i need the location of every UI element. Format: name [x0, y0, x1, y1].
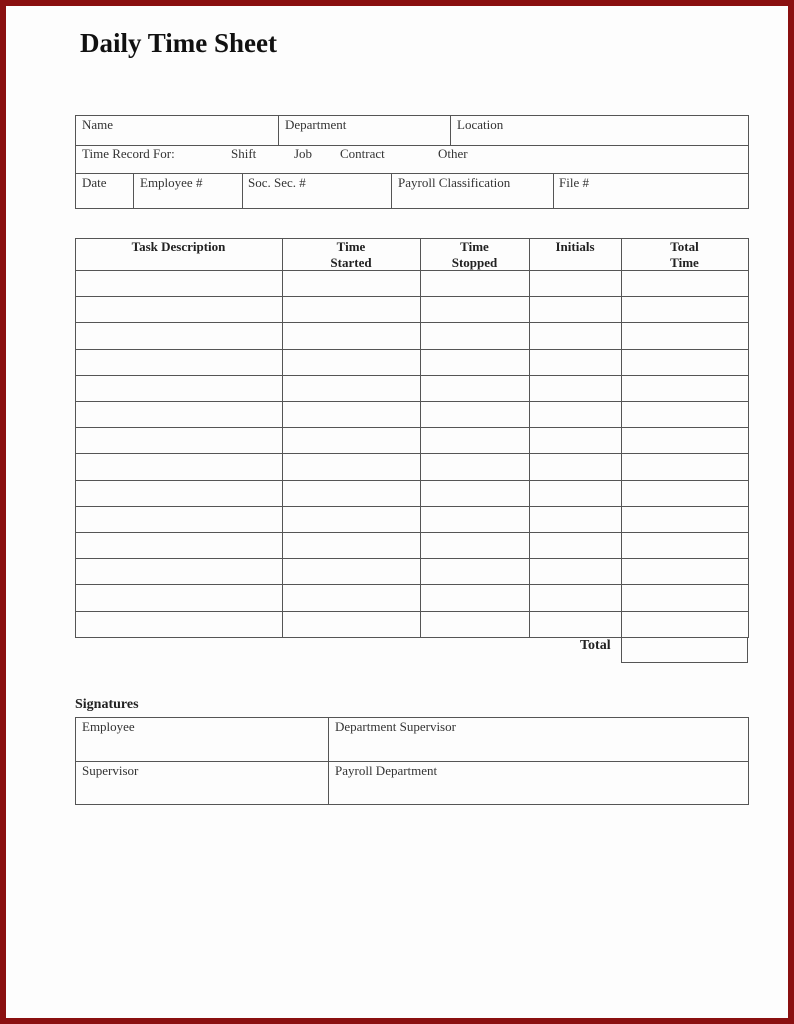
contract-option[interactable]: Contract	[340, 146, 385, 161]
task-cell[interactable]	[529, 322, 621, 348]
signatures-heading: Signatures	[75, 697, 139, 712]
column-header	[420, 239, 529, 271]
divider	[75, 506, 749, 507]
task-cell[interactable]	[282, 480, 420, 506]
divider	[748, 115, 749, 209]
task-cell[interactable]	[75, 296, 282, 322]
divider	[75, 717, 76, 805]
column-header-line: Total	[670, 239, 699, 254]
task-cell[interactable]	[75, 270, 282, 296]
divider	[75, 238, 749, 239]
task-cell[interactable]	[621, 296, 748, 322]
task-cell[interactable]	[75, 611, 282, 637]
column-header-line: Initials	[555, 239, 595, 254]
divider	[75, 145, 748, 146]
task-cell[interactable]	[282, 532, 420, 558]
task-cell[interactable]	[621, 453, 748, 479]
task-cell[interactable]	[420, 611, 529, 637]
divider	[75, 115, 76, 209]
file-number-label: File #	[559, 175, 589, 190]
task-cell[interactable]	[282, 322, 420, 348]
task-cell[interactable]	[75, 401, 282, 427]
task-cell[interactable]	[282, 427, 420, 453]
task-cell[interactable]	[420, 427, 529, 453]
task-cell[interactable]	[621, 506, 748, 532]
divider	[621, 238, 622, 637]
task-cell[interactable]	[420, 558, 529, 584]
task-cell[interactable]	[420, 270, 529, 296]
grand-total-field[interactable]	[621, 637, 748, 663]
soc-sec-label: Soc. Sec. #	[248, 175, 306, 190]
divider	[75, 558, 749, 559]
task-cell[interactable]	[621, 584, 748, 610]
task-cell[interactable]	[75, 480, 282, 506]
task-cell[interactable]	[282, 270, 420, 296]
task-cell[interactable]	[529, 532, 621, 558]
divider	[133, 173, 134, 209]
task-cell[interactable]	[621, 375, 748, 401]
task-cell[interactable]	[282, 558, 420, 584]
task-cell[interactable]	[529, 401, 621, 427]
task-cell[interactable]	[420, 453, 529, 479]
task-cell[interactable]	[282, 349, 420, 375]
column-header-line: Time	[336, 239, 366, 254]
task-cell[interactable]	[529, 296, 621, 322]
time-record-for-label: Time Record For:	[82, 146, 175, 161]
divider	[748, 238, 749, 637]
divider	[75, 453, 749, 454]
task-cell[interactable]	[529, 480, 621, 506]
task-cell[interactable]	[282, 611, 420, 637]
task-cell[interactable]	[529, 427, 621, 453]
task-cell[interactable]	[75, 375, 282, 401]
task-cell[interactable]	[420, 584, 529, 610]
divider	[75, 717, 748, 718]
divider	[391, 173, 392, 209]
column-header-line: Task Description	[131, 239, 226, 254]
job-option[interactable]: Job	[294, 146, 313, 161]
divider	[75, 238, 76, 637]
divider	[75, 296, 749, 297]
column-header	[282, 239, 420, 271]
task-cell[interactable]	[282, 296, 420, 322]
column-header-line: Stopped	[451, 255, 498, 270]
divider	[748, 717, 749, 805]
column-header	[529, 239, 621, 255]
column-header-line: Time	[460, 239, 489, 254]
task-cell[interactable]	[621, 401, 748, 427]
task-cell[interactable]	[282, 453, 420, 479]
column-header-line: Time	[670, 255, 699, 270]
divider	[75, 480, 749, 481]
supervisor-label: Supervisor	[82, 763, 139, 778]
task-cell[interactable]	[75, 322, 282, 348]
task-cell[interactable]	[420, 296, 529, 322]
divider	[75, 349, 749, 350]
task-cell[interactable]	[529, 558, 621, 584]
location-label: Location	[457, 117, 504, 132]
divider	[75, 208, 749, 209]
employee-signature-label: Employee	[82, 719, 135, 734]
divider	[328, 717, 329, 805]
divider	[529, 238, 530, 637]
task-cell[interactable]	[282, 584, 420, 610]
divider	[75, 401, 749, 402]
payroll-department-label: Payroll Department	[335, 763, 438, 778]
divider	[553, 173, 554, 209]
task-cell[interactable]	[420, 401, 529, 427]
divider	[75, 584, 749, 585]
divider	[75, 375, 749, 376]
task-cell[interactable]	[621, 270, 748, 296]
task-cell[interactable]	[529, 584, 621, 610]
divider	[75, 115, 748, 116]
task-cell[interactable]	[621, 611, 748, 637]
divider	[75, 611, 749, 612]
divider	[75, 173, 748, 174]
task-cell[interactable]	[621, 349, 748, 375]
divider	[75, 270, 749, 271]
task-cell[interactable]	[282, 506, 420, 532]
task-cell[interactable]	[75, 532, 282, 558]
column-header	[75, 239, 282, 255]
task-cell[interactable]	[420, 532, 529, 558]
page-title: Daily Time Sheet	[80, 28, 278, 58]
divider	[75, 761, 748, 762]
task-cell[interactable]	[621, 558, 748, 584]
divider	[278, 115, 279, 145]
divider	[75, 322, 749, 323]
divider	[75, 532, 749, 533]
divider	[450, 115, 451, 145]
task-cell[interactable]	[420, 480, 529, 506]
task-cell[interactable]	[75, 427, 282, 453]
task-cell[interactable]	[529, 375, 621, 401]
date-label: Date	[82, 175, 107, 190]
task-cell[interactable]	[529, 270, 621, 296]
task-cell[interactable]	[621, 480, 748, 506]
employee-number-label: Employee #	[140, 175, 203, 190]
task-cell[interactable]	[529, 611, 621, 637]
task-cell[interactable]	[75, 584, 282, 610]
task-cell[interactable]	[529, 349, 621, 375]
department-label: Department	[285, 117, 347, 132]
task-cell[interactable]	[282, 401, 420, 427]
task-cell[interactable]	[420, 349, 529, 375]
column-header	[621, 239, 748, 271]
task-cell[interactable]	[75, 558, 282, 584]
other-option[interactable]: Other	[438, 146, 468, 161]
divider	[420, 238, 421, 637]
task-cell[interactable]	[75, 453, 282, 479]
column-header-line: Started	[330, 255, 372, 270]
task-cell[interactable]	[420, 506, 529, 532]
payroll-classification-label: Payroll Classification	[398, 175, 511, 190]
task-cell[interactable]	[529, 506, 621, 532]
total-label: Total	[580, 638, 611, 653]
task-cell[interactable]	[75, 349, 282, 375]
task-cell[interactable]	[420, 375, 529, 401]
divider	[242, 173, 243, 209]
task-cell[interactable]	[75, 506, 282, 532]
task-cell[interactable]	[621, 427, 748, 453]
task-cell[interactable]	[529, 453, 621, 479]
department-supervisor-label: Department Supervisor	[335, 719, 456, 734]
name-label: Name	[82, 117, 114, 132]
shift-option[interactable]: Shift	[231, 146, 257, 161]
task-cell[interactable]	[282, 375, 420, 401]
divider	[75, 427, 749, 428]
task-cell[interactable]	[621, 532, 748, 558]
task-cell[interactable]	[621, 322, 748, 348]
divider	[282, 238, 283, 637]
task-cell[interactable]	[420, 322, 529, 348]
divider	[75, 804, 749, 805]
